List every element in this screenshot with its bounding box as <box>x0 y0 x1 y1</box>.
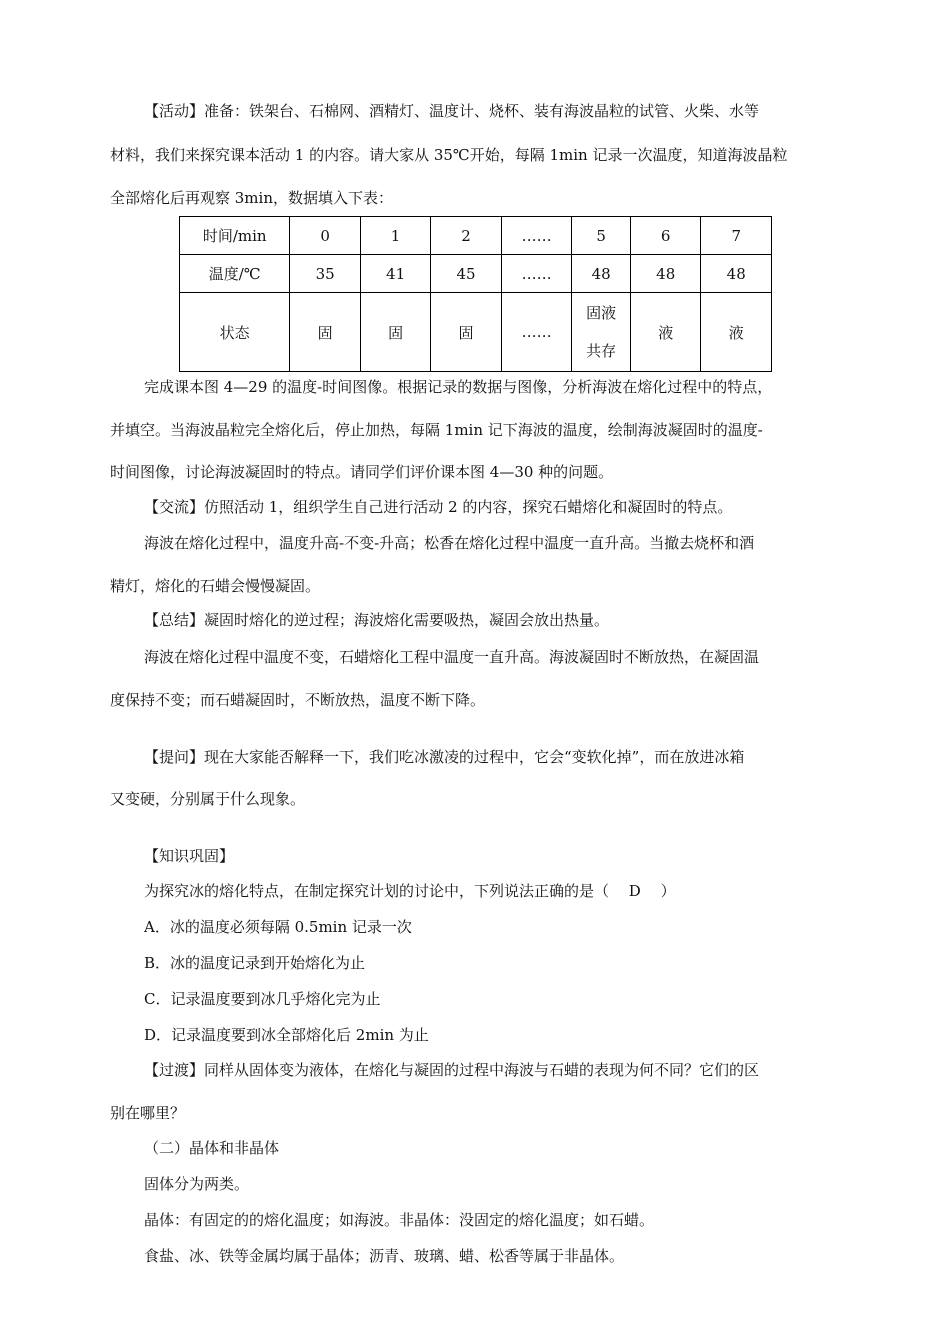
table-cell: 液 <box>630 293 700 372</box>
complete-line-3: 时间图像，讨论海波凝固时的特点。请同学们评价课本图 4—30 种的问题。 <box>110 463 614 481</box>
exchange-line-1: 【交流】仿照活动 1，组织学生自己进行活动 2 的内容，探究石蜡熔化和凝固时的特点。 <box>144 498 733 516</box>
exchange-line-2: 海波在熔化过程中，温度升高-不变-升高；松香在熔化过程中温度一直升高。当撤去烧杯和酒 <box>144 534 755 552</box>
transition-line-1: 【过渡】同样从固体变为液体，在熔化与凝固的过程中海波与石蜡的表现为何不同？它们的区 <box>144 1061 760 1079</box>
table-cell: 温度/℃ <box>180 255 290 293</box>
table-cell: 2 <box>431 217 501 255</box>
complete-line-1: 完成课本图 4—29 的温度-时间图像。根据记录的数据与图像，分析海波在熔化过程中的特点， <box>144 378 773 396</box>
table-cell: 5 <box>572 217 631 255</box>
table-cell: 48 <box>572 255 631 293</box>
table-cell: 液 <box>701 293 772 372</box>
table-cell: 48 <box>630 255 700 293</box>
section2-title: （二）晶体和非晶体 <box>144 1139 280 1157</box>
complete-line-2: 并填空。当海波晶粒完全熔化后，停止加热，每隔 1min 记下海波的温度，绘制海波凝固时的温度- <box>110 421 763 439</box>
option-d: D．记录温度要到冰全部熔化后 2min 为止 <box>144 1026 429 1044</box>
option-a: A．冰的温度必须每隔 0.5min 记录一次 <box>144 918 412 936</box>
section2-line-3: 食盐、冰、铁等金属均属于晶体；沥青、玻璃、蜡、松香等属于非晶体。 <box>144 1247 625 1265</box>
transition-line-2: 别在哪里？ <box>110 1104 186 1122</box>
exchange-line-3: 精灯，熔化的石蜡会慢慢凝固。 <box>110 577 321 595</box>
section2-line-1: 固体分为两类。 <box>144 1175 250 1193</box>
table-cell: …… <box>501 255 572 293</box>
activity-line-3: 全部熔化后再观察 3min，数据填入下表： <box>110 189 393 207</box>
section2-line-2: 晶体：有固定的的熔化温度；如海波。非晶体：没固定的熔化温度；如石蜡。 <box>144 1211 655 1229</box>
summary-line-3: 度保持不变；而石蜡凝固时，不断放热，温度不断下降。 <box>110 691 486 709</box>
table-cell: 35 <box>290 255 360 293</box>
table-cell: 45 <box>431 255 501 293</box>
table-cell: 固 <box>431 293 501 372</box>
option-b: B．冰的温度记录到开始熔化为止 <box>144 954 366 972</box>
table-cell: …… <box>501 217 572 255</box>
summary-line-2: 海波在熔化过程中温度不变，石蜡熔化工程中温度一直升高。海波凝固时不断放热，在凝固温 <box>144 648 760 666</box>
cell-line: 固液 <box>586 304 617 322</box>
table-cell: 状态 <box>180 293 290 372</box>
cell-line: 共存 <box>586 342 617 360</box>
table-cell: 0 <box>290 217 360 255</box>
activity-line-1: 【活动】准备：铁架台、石棉网、酒精灯、温度计、烧杯、装有海波晶粒的试管、火柴、水等 <box>144 102 760 120</box>
table-row-state <box>180 293 772 372</box>
summary-line-1: 【总结】凝固时熔化的逆过程；海波熔化需要吸热，凝固会放出热量。 <box>144 611 610 629</box>
table-cell: 41 <box>360 255 430 293</box>
temperature-table <box>179 216 772 372</box>
consolidate-title: 【知识巩固】 <box>144 847 235 865</box>
table-cell: 48 <box>701 255 772 293</box>
activity-line-2: 材料，我们来探究课本活动 1 的内容。请大家从 35℃开始，每隔 1min 记录一次温度，知道海波晶粒 <box>110 146 788 164</box>
question-line-1: 【提问】现在大家能否解释一下，我们吃冰激凌的过程中，它会“变软化掉”，而在放进冰箱 <box>144 748 745 766</box>
table-cell: 固 <box>290 293 360 372</box>
table-cell: 7 <box>701 217 772 255</box>
option-c: C．记录温度要到冰几乎熔化完为止 <box>144 990 381 1008</box>
table-cell: 固 <box>360 293 430 372</box>
table-cell: 1 <box>360 217 430 255</box>
table-cell: 6 <box>630 217 700 255</box>
consolidate-stem: 为探究冰的熔化特点，在制定探究计划的讨论中，下列说法正确的是（ D ） <box>144 882 676 900</box>
table-row-temperature <box>180 255 772 293</box>
table-cell: 时间/min <box>180 217 290 255</box>
table-cell: …… <box>501 293 572 372</box>
question-line-2: 又变硬，分别属于什么现象。 <box>110 790 306 808</box>
table-cell-mixed-state <box>572 293 631 372</box>
table-row-time <box>180 217 772 255</box>
